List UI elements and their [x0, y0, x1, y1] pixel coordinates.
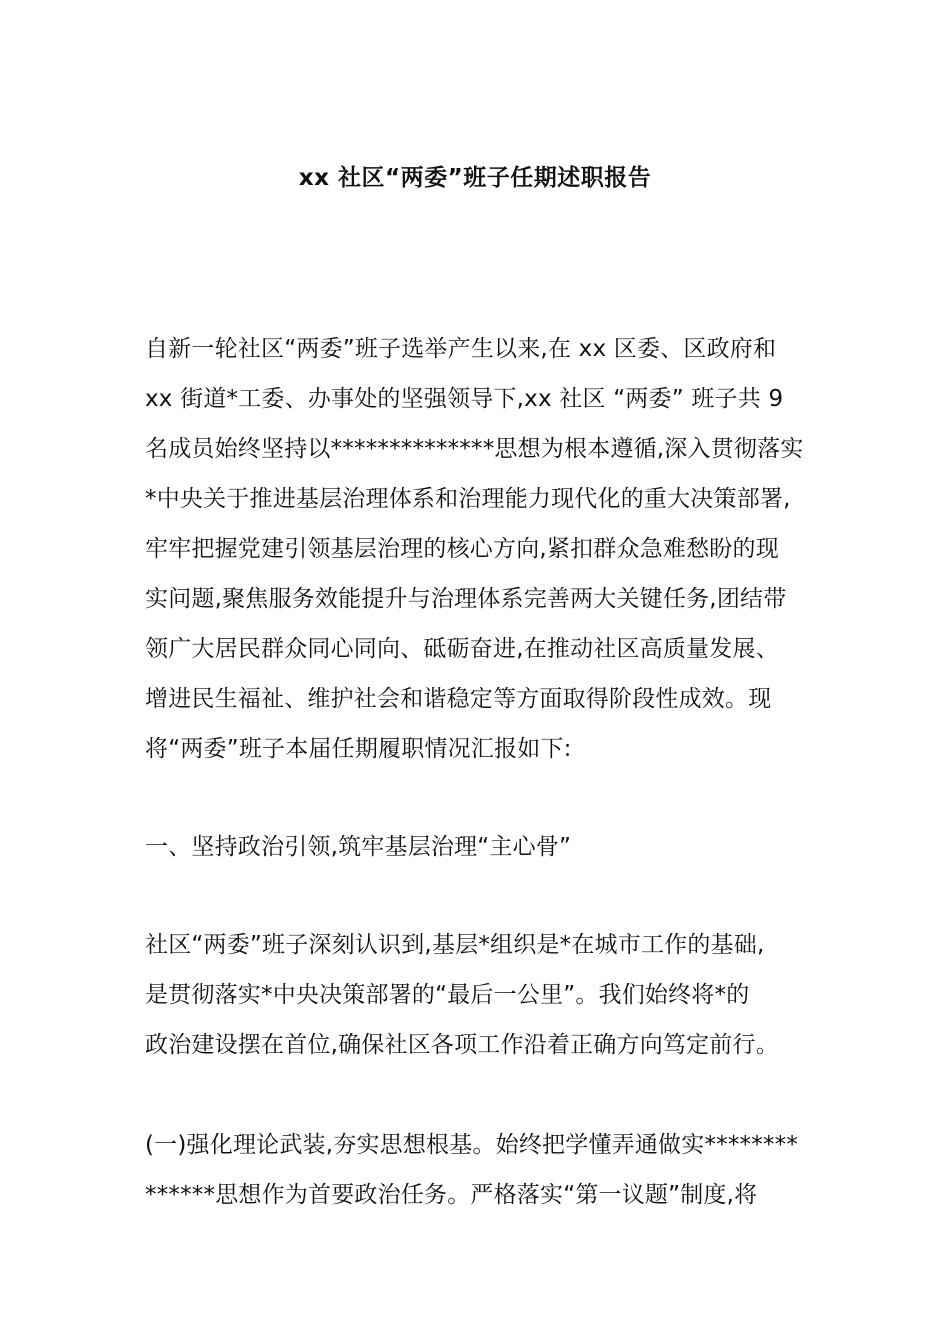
paragraph-1-line-9: 将“两委”班子本届任期履职情况汇报如下:: [145, 736, 572, 762]
section-heading-1: 一、坚持政治引领,筑牢基层治理“主心骨”: [145, 834, 572, 860]
paragraph-1-line-2: xx 街道*工委、办事处的坚强领导下,xx 社区 “两委” 班子共 9: [145, 386, 784, 412]
paragraph-1-line-1: 自新一轮社区“两委”班子选举产生以来,在 xx 区委、区政府和: [145, 336, 777, 362]
paragraph-1-line-4: *中央关于推进基层治理体系和治理能力现代化的重大决策部署,: [145, 486, 791, 512]
paragraph-3-line-3: 政治建设摆在首位,确保社区各项工作沿着正确方向笃定前行。: [145, 1032, 779, 1058]
paragraph-3-line-2: 是贯彻落实*中央决策部署的“最后一公里”。我们始终将*的: [145, 982, 750, 1008]
paragraph-4-line-2: ******思想作为首要政治任务。严格落实“第一议题”制度,将: [145, 1182, 758, 1208]
paragraph-1-line-6: 实问题,聚焦服务效能提升与治理体系完善两大关键任务,团结带: [145, 586, 787, 612]
paragraph-1-line-5: 牢牢把握党建引领基层治理的核心方向,紧扣群众急难愁盼的现: [145, 536, 779, 562]
paragraph-1-line-8: 增进民生福祉、维护社会和谐稳定等方面取得阶段性成效。现: [145, 686, 772, 712]
paragraph-1-line-3: 名成员始终坚持以**************思想为根本遵循,深入贯彻落实: [145, 436, 804, 462]
document-title: xx 社区“两委”班子任期述职报告: [298, 165, 652, 191]
paragraph-4-line-1: (一)强化理论武装,夯实思想根基。始终把学懂弄通做实********: [145, 1132, 799, 1158]
paragraph-1-line-7: 领广大居民群众同心同向、砥砺奋进,在推动社区高质量发展、: [145, 636, 779, 662]
paragraph-3-line-1: 社区“两委”班子深刻认识到,基层*组织是*在城市工作的基础,: [145, 932, 765, 958]
